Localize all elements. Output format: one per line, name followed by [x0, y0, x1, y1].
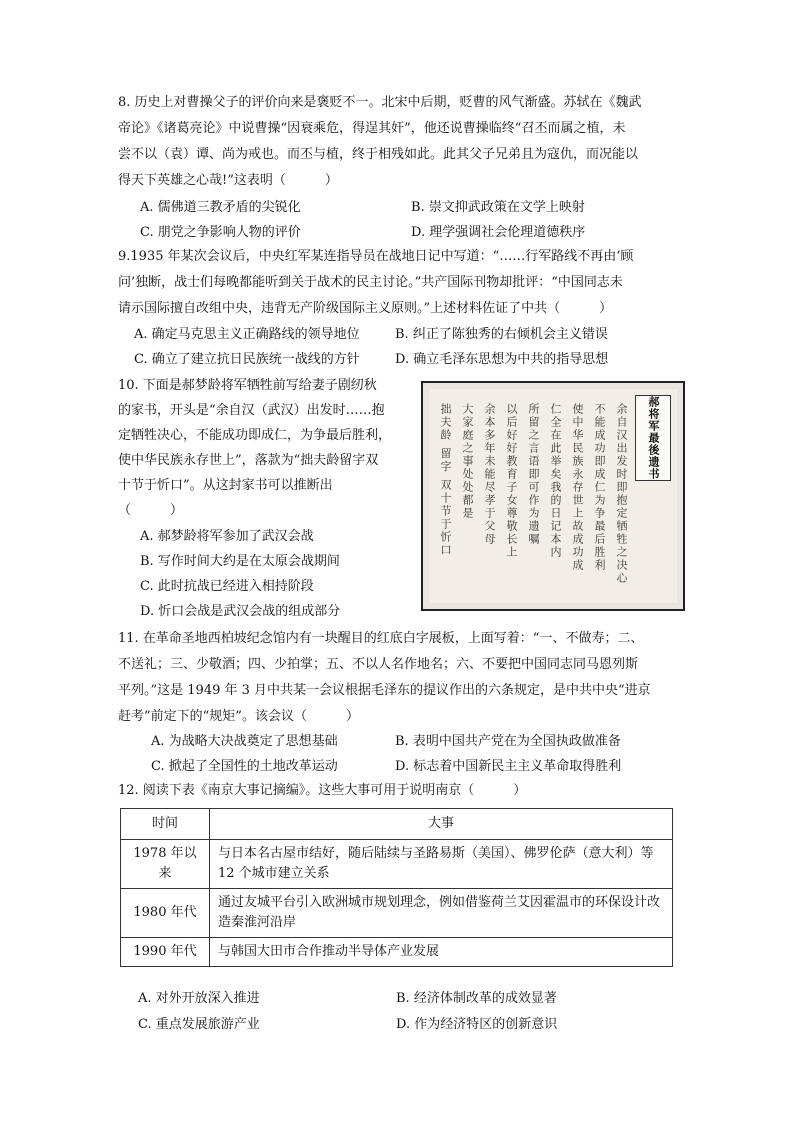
q8-option-c[interactable]: C. 朋党之争影响人物的评价	[140, 225, 301, 240]
q9-option-a[interactable]: A. 确定马克思主义正确路线的领导地位	[134, 327, 360, 342]
q9-option-b[interactable]: B. 纠正了陈独秀的右倾机会主义错误	[395, 327, 608, 342]
table-header-row	[121, 809, 673, 840]
q9-stem-line-1: 9.1935 年某次会议后，中央红军某连指导员在战地日记中写道：“……行军路线不再由‘顾	[118, 249, 634, 264]
q11-option-c[interactable]: C. 掀起了全国性的土地改革运动	[151, 759, 338, 774]
letter-title: 郝将军最後遗书	[635, 395, 671, 481]
letter-column: 使中华民族永存世上故成功成	[571, 403, 584, 572]
q8-stem-line-2: 帝论》《诸葛亮论》中说曹操“因衰乘危，得逞其奸”，他还说曹操临终“召丕而属之植，未	[118, 121, 626, 136]
q10-stem-line-6: （ ）	[118, 503, 184, 518]
q10-stem-line-3: 定牺牲决心，不能成功即成仁，为争最后胜利，	[118, 428, 392, 443]
table-row	[121, 889, 673, 938]
letter-column: 仁全在此举矣我的日记本内	[549, 403, 562, 559]
letter-column: 以后好好教育子女尊敬长上	[505, 403, 518, 559]
q10-stem-line-2: 的家书，开头是“余自汉（武汉）出发时……抱	[118, 403, 385, 418]
letter-signature: 拙夫龄 留字 双十节于忻口	[439, 403, 452, 557]
letter-column: 所留之言语即可作为遗嘱	[527, 403, 540, 546]
table-cell-time: 1978 年以来	[121, 840, 210, 889]
q10-option-d[interactable]: D. 忻口会战是武汉会战的组成部分	[140, 604, 341, 619]
q10-option-a[interactable]: A. 郝梦龄将军参加了武汉会战	[140, 529, 314, 544]
q12-option-b[interactable]: B. 经济体制改革的成效显著	[396, 991, 557, 1006]
table-cell-time: 1990 年代	[121, 938, 210, 967]
q9-option-d[interactable]: D. 确立毛泽东思想为中共的指导思想	[395, 352, 609, 367]
q11-stem-line-2: 不送礼；三、少敬酒；四、少拍掌；五、不以人名作地名；六、不要把中国同志同马恩列斯	[118, 657, 639, 672]
q8-stem-line-1: 8. 历史上对曹操父子的评价向来是褒贬不一。北宋中后期，贬曹的风气渐盛。苏轼在《魏武	[118, 95, 642, 110]
q12-option-c[interactable]: C. 重点发展旅游产业	[138, 1017, 260, 1032]
letter-column: 不能成功即成仁为争最后胜利	[593, 403, 606, 572]
table-cell-time: 1980 年代	[121, 889, 210, 938]
letter-column: 余本多年未能尽孝于父母	[483, 403, 496, 546]
letter-photo	[421, 381, 685, 611]
q8-option-b[interactable]: B. 崇文抑武政策在文学上映射	[411, 200, 585, 215]
table-cell-event: 通过友城平台引入欧洲城市规划理念，例如借鉴荷兰艾因霍温市的环保设计改造秦淮河沿岸	[210, 889, 673, 938]
q10-stem-line-5: 十节于忻口”。从这封家书可以推断出	[118, 478, 333, 493]
q12-stem: 12. 阅读下表《南京大事记摘编》。这些大事可用于说明南京（ ）	[118, 783, 527, 798]
table-row	[121, 840, 673, 889]
letter-paper	[429, 389, 677, 603]
q9-stem-line-3: 请示国际擅自改组中央，违背无产阶级国际主义原则。”上述材料佐证了中共（ ）	[118, 301, 613, 316]
q9-option-c[interactable]: C. 确立了建立抗日民族统一战线的方针	[134, 352, 360, 367]
q11-stem-line-4: 赶考”前定下的“规矩”。该会议（ ）	[118, 709, 359, 724]
q8-option-a[interactable]: A. 儒佛道三教矛盾的尖锐化	[140, 200, 301, 215]
table-cell-event: 与韩国大田市合作推动半导体产业发展	[210, 938, 673, 967]
table-header-event: 大事	[210, 809, 673, 840]
q9-stem-line-2: 问’独断，战士们每晚都能听到关于战术的民主讨论。”共产国际刊物却批评：“中国同志未	[118, 275, 623, 290]
table-header-time: 时间	[121, 809, 210, 840]
table-row	[121, 938, 673, 967]
q11-option-b[interactable]: B. 表明中国共产党在为全国执政做准备	[395, 734, 621, 749]
q10-stem-line-1: 10. 下面是郝梦龄将军牺牲前写给妻子剧纫秋	[118, 378, 377, 393]
q10-option-b[interactable]: B. 写作时间大约是在太原会战期间	[140, 554, 340, 569]
q12-option-d[interactable]: D. 作为经济特区的创新意识	[396, 1017, 558, 1032]
letter-column: 余自汉出发时即抱定牺牲之决心	[615, 403, 628, 585]
q11-stem-line-3: 平列。”这是 1949 年 3 月中共某一会议根据毛泽东的提议作出的六条规定，是中共中央“进京	[118, 683, 651, 698]
q8-stem-line-3: 尝不以（袁）谭、尚为戒也。而丕与植，终于相残如此。此其父子兄弟且为寇仇，而况能以	[118, 147, 639, 162]
table-cell-event: 与日本名古屋市结好，随后陆续与圣路易斯（美国）、佛罗伦萨（意大利）等 12 个城市建立关系	[210, 840, 673, 889]
q10-stem-line-4: 使中华民族永存世上”，落款为“拙夫龄留字双	[118, 453, 379, 468]
q8-stem-line-4: 得天下英雄之心哉!”这表明（ ）	[118, 173, 338, 188]
events-table	[120, 808, 673, 967]
q11-option-a[interactable]: A. 为战略大决战奠定了思想基础	[151, 734, 338, 749]
q12-option-a[interactable]: A. 对外开放深入推进	[138, 991, 260, 1006]
q10-option-c[interactable]: C. 此时抗战已经进入相持阶段	[140, 579, 314, 594]
q8-option-d[interactable]: D. 理学强调社会伦理道德秩序	[411, 225, 586, 240]
q11-stem-line-1: 11. 在革命圣地西柏坡纪念馆内有一块醒目的红底白字展板，上面写着：“一、不做寿；二、	[118, 631, 644, 646]
letter-column: 大家庭之事处处都是	[461, 403, 474, 520]
q11-option-d[interactable]: D. 标志着中国新民主主义革命取得胜利	[395, 759, 622, 774]
